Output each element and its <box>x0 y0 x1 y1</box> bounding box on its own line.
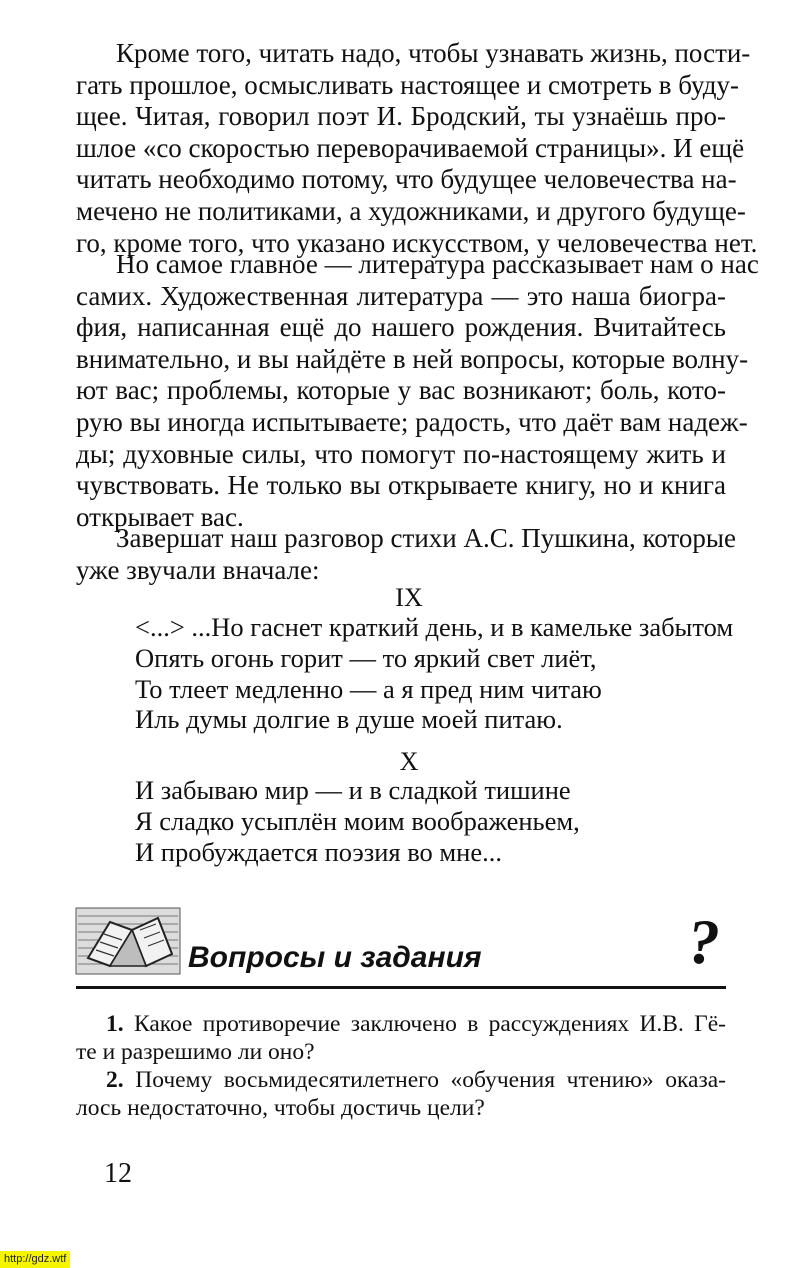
paragraph-1 <box>76 38 758 259</box>
verse-line: То тлеет медленно — а я пред ним читаю <box>135 673 602 704</box>
text-line: внимательно, и вы найдёте в ней вопросы, которые волну- <box>76 343 749 374</box>
text-line: фия, написанная ещё до нашего рождения. Вчитайтесь <box>76 312 726 343</box>
text-line: самих. Художественная литература — это наша биогра- <box>76 280 726 311</box>
verse-line: И пробуждается поэзия во мне... <box>135 836 503 867</box>
text-line: го, кроме того, что указано искусством, у человечества нет. <box>76 227 758 258</box>
verse-line: Опять огонь горит — то яркий свет лиёт, <box>135 642 597 673</box>
poem-stanza-1 <box>135 612 733 735</box>
question-line: лось недостаточно, чтобы достичь цели? <box>76 1095 485 1121</box>
page-number: 12 <box>104 1158 132 1189</box>
text-line: Завершат наш разговор стихи А.С. Пушкина, которые <box>116 523 736 553</box>
watermark-link[interactable]: http://gdz.wtf <box>0 1251 70 1268</box>
text-line: рую вы иногда испытываете; радость, что даёт вам надеж- <box>76 406 748 437</box>
text-line: Но самое главное — литература рассказывает нам о нас <box>116 249 759 279</box>
question-item <box>76 1066 726 1122</box>
section-divider <box>76 986 726 989</box>
question-line <box>106 1066 726 1094</box>
question-text: Почему восьмидесятилетнего «обучения чтению» оказа- <box>135 1067 726 1093</box>
paragraph-2 <box>76 249 759 533</box>
question-number: 2. <box>106 1067 124 1093</box>
section-title: Вопросы и задания <box>188 941 482 974</box>
verse-line: Иль думы долгие в душе моей питаю. <box>135 704 563 735</box>
poem-stanza-2 <box>135 775 580 867</box>
text-line: чувствовать. Не только вы открываете книгу, но и книга <box>76 470 726 501</box>
text-line: щее. Читая, говорил поэт И. Бродский, ты узнаёшь про- <box>76 101 726 132</box>
question-line: те и разрешимо ли оно? <box>76 1039 315 1065</box>
text-line: читать необходимо потому, что будущее человечества на- <box>76 164 737 195</box>
verse-line: И забываю мир — и в сладкой тишине <box>135 775 571 805</box>
question-line <box>106 1010 726 1038</box>
question-text: Какое противоречие заключено в рассуждениях И.В. Гё- <box>133 1011 727 1037</box>
stanza-number-x: X <box>399 747 419 776</box>
text-line: гать прошлое, осмысливать настоящее и смотреть в буду- <box>76 69 739 100</box>
verse-line: Я сладко усыплён моим воображеньем, <box>135 805 580 836</box>
text-line: мечено не политиками, а художниками, и другого будуще- <box>76 195 746 226</box>
text-line: открывает вас. <box>76 501 244 532</box>
text-line: ды; духовные силы, что помогут по-настоящему жить и <box>76 438 726 469</box>
text-line: Кроме того, читать надо, чтобы узнавать жизнь, пости- <box>116 38 751 68</box>
text-line: шлое «со скоростью переворачиваемой страницы». И ещё <box>76 132 745 163</box>
text-line: уже звучали вначале: <box>76 554 320 585</box>
question-item <box>76 1010 727 1066</box>
questions-list <box>76 1010 727 1122</box>
verse-line: <...> ...Но гаснет краткий день, и в камельке забытом <box>135 612 734 642</box>
paragraph-3 <box>76 523 736 586</box>
stanza-number-ix: IX <box>395 583 423 612</box>
text-line: ют вас; проблемы, которые у вас возникают; боль, кото- <box>76 375 726 406</box>
question-number: 1. <box>106 1011 124 1037</box>
question-mark-icon: ? <box>688 906 720 977</box>
open-book-icon <box>74 900 184 980</box>
